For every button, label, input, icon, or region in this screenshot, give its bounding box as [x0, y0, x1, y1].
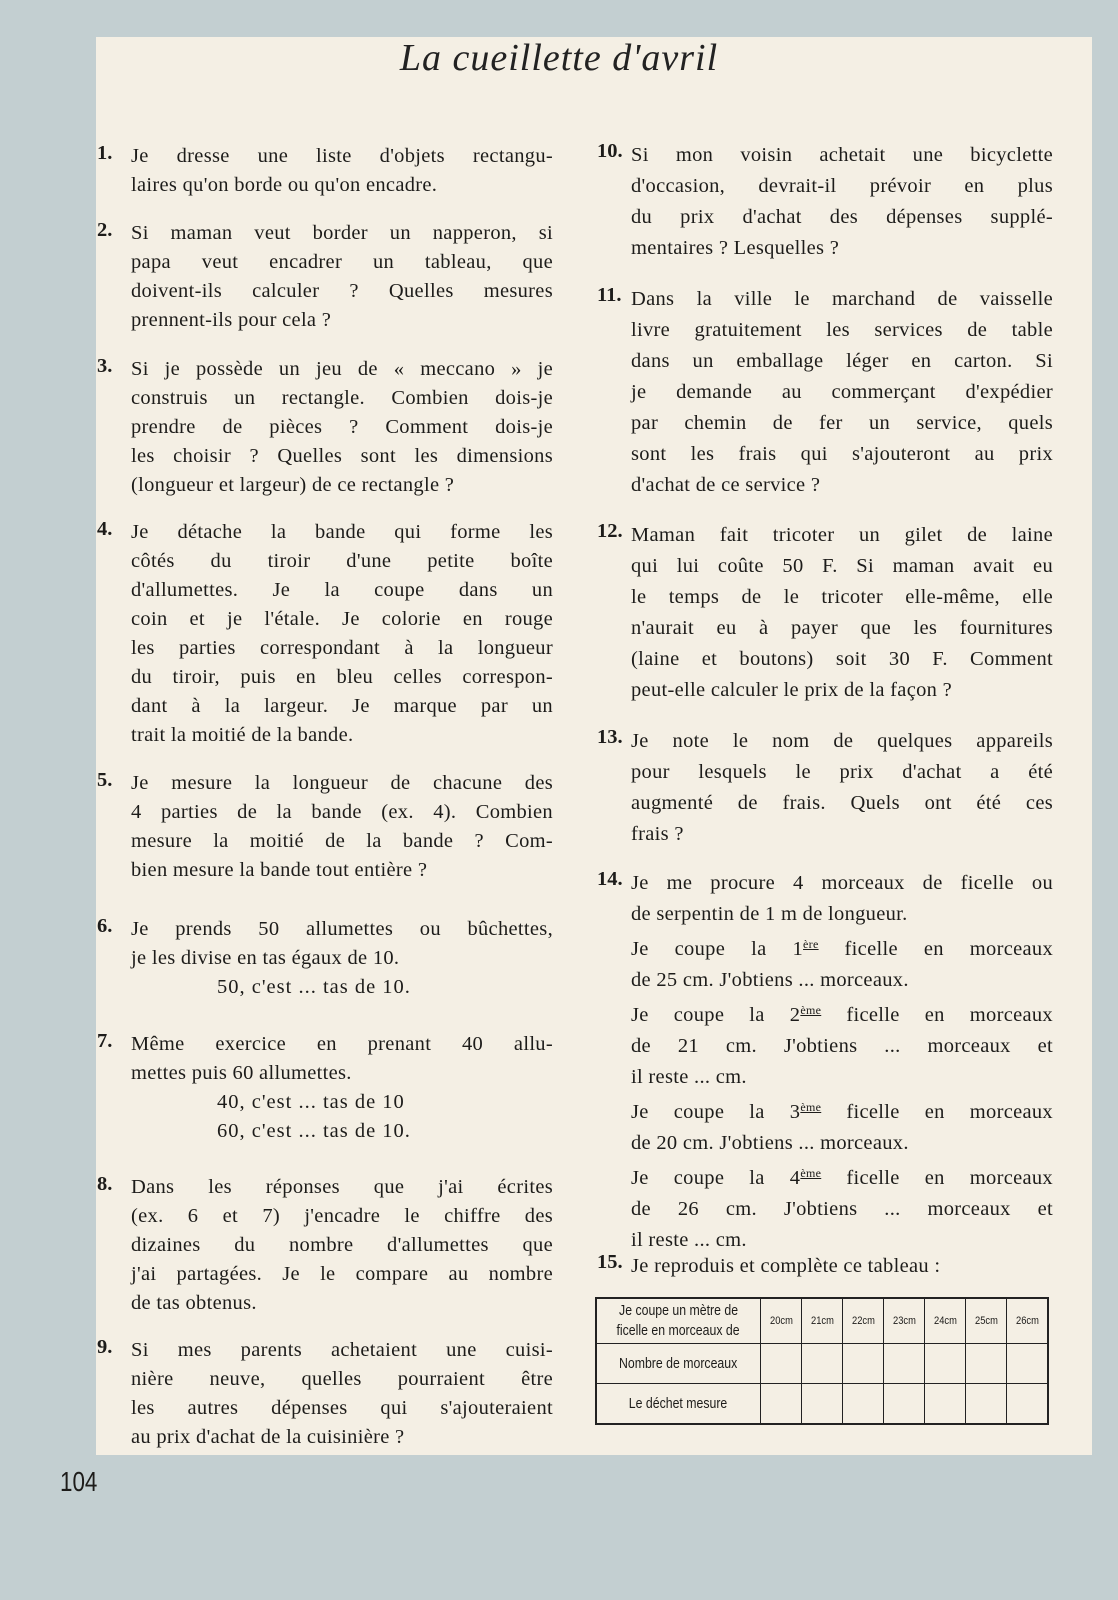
exercise-2	[97, 219, 553, 335]
exercise-line: les parties correspondant à la longueur	[131, 637, 553, 659]
exercise-number: 10.	[597, 140, 623, 162]
exercise-line: Je prends 50 allumettes ou bûchettes,	[131, 918, 553, 940]
blank-cell	[843, 1344, 884, 1384]
size-label: 25cm	[974, 1315, 998, 1327]
exercise-line: Si mes parents achetaient une cuisi-	[131, 1339, 553, 1361]
exercise-line: au prix d'achat de la cuisinière ?	[131, 1426, 405, 1448]
exercise-line: il reste ... cm.	[631, 1066, 747, 1088]
exercise-line: les choisir ? Quelles sont les dimensions	[131, 445, 553, 467]
blank-cell	[802, 1384, 843, 1425]
exercise-line: Je dresse une liste d'objets rectangu-	[131, 145, 553, 167]
exercise-line: les autres dépenses qui s'ajouteraient	[131, 1397, 553, 1419]
exercise-line: du prix d'achat des dépenses supplé-	[631, 206, 1053, 228]
exercise-line: peut-elle calculer le prix de la façon ?	[631, 679, 953, 701]
row-label	[596, 1344, 761, 1384]
blank-cell	[884, 1384, 925, 1425]
exercise-line: d'occasion, devrait-il prévoir en plus	[631, 175, 1053, 197]
table-row	[596, 1344, 1048, 1384]
ordinal-superscript: ème	[800, 1166, 822, 1180]
size-cell	[843, 1298, 884, 1344]
exercise-9	[97, 1336, 553, 1452]
exercise-line: par chemin de fer un service, quels	[631, 412, 1053, 434]
exercise-line: j'ai partagées. Je le compare au nombre	[131, 1263, 553, 1285]
blank-cell	[761, 1344, 802, 1384]
answer-line: 40, c'est ... tas de 10	[217, 1091, 405, 1113]
exercise-line: 4 parties de la bande (ex. 4). Combien	[131, 801, 553, 823]
exercise-line: trait la moitié de la bande.	[131, 724, 354, 746]
exercise-line: dizaines du nombre d'allumettes que	[131, 1234, 553, 1256]
exercise-line: il reste ... cm.	[631, 1229, 747, 1251]
header-label-line: ficelle en morceaux de	[616, 1322, 741, 1339]
exercise-line: nière neuve, quelles pourraient être	[131, 1368, 553, 1390]
blank-cell	[761, 1384, 802, 1425]
exercise-line: bien mesure la bande tout entière ?	[131, 859, 428, 881]
exercise-line: (ex. 6 et 7) j'encadre le chiffre des	[131, 1205, 553, 1227]
exercise-line: mentaires ? Lesquelles ?	[631, 237, 840, 259]
size-cell	[761, 1298, 802, 1344]
exercise-number: 14.	[597, 868, 623, 890]
exercise-line: coin et je l'étale. Je colorie en rouge	[131, 608, 553, 630]
exercise-line: prendre de pièces ? Comment dois-je	[131, 416, 553, 438]
exercise-line: dans un emballage léger en carton. Si	[631, 350, 1053, 372]
exercise-line: frais ?	[631, 823, 684, 845]
blank-cell	[802, 1344, 843, 1384]
exercise-line: Je coupe la 4ème ficelle en morceaux	[631, 1166, 1053, 1189]
row-label	[596, 1384, 761, 1425]
size-cell	[802, 1298, 843, 1344]
exercise-number: 8.	[97, 1173, 113, 1195]
answer-line: 50, c'est ... tas de 10.	[217, 976, 411, 998]
size-cell	[1007, 1298, 1049, 1344]
exercise-line: je les divise en tas égaux de 10.	[131, 947, 400, 969]
exercise-line: Je me procure 4 morceaux de ficelle ou	[631, 872, 1053, 894]
exercise-line: papa veut encadrer un tableau, que	[131, 251, 553, 273]
size-cell	[966, 1298, 1007, 1344]
exercise-7	[97, 1030, 553, 1146]
blank-cell	[925, 1344, 966, 1384]
exercise-number: 3.	[97, 355, 113, 377]
size-label: 26cm	[1015, 1315, 1039, 1327]
exercise-line: Même exercice en prenant 40 allu-	[131, 1033, 553, 1055]
exercise-line: du tiroir, puis en bleu celles correspon-	[131, 666, 553, 688]
exercise-line: de tas obtenus.	[131, 1292, 257, 1314]
exercise-line: de 26 cm. J'obtiens ... morceaux et	[631, 1198, 1053, 1220]
exercise-8	[97, 1173, 553, 1318]
blank-cell	[925, 1384, 966, 1425]
exercise-line: Si maman veut border un napperon, si	[131, 222, 553, 244]
exercise-line: d'allumettes. Je la coupe dans un	[131, 579, 553, 601]
ordinal-superscript: ère	[803, 937, 819, 951]
answer-line: 60, c'est ... tas de 10.	[217, 1120, 411, 1142]
exercise-line: construis un rectangle. Combien dois-je	[131, 387, 553, 409]
table-header-label	[596, 1298, 761, 1344]
exercise-line: le temps de le tricoter elle-même, elle	[631, 586, 1053, 608]
size-label: 24cm	[933, 1315, 957, 1327]
exercise-line: côtés du tiroir d'une petite boîte	[131, 550, 553, 572]
exercise-line: (longueur et largeur) de ce rectangle ?	[131, 474, 455, 496]
exercise-line: mettes puis 60 allumettes.	[131, 1062, 352, 1084]
exercise-number: 15.	[597, 1251, 623, 1273]
exercise-15-table	[595, 1297, 1049, 1425]
exercise-line: Je reproduis et complète ce tableau :	[631, 1255, 941, 1277]
ordinal-superscript: ème	[800, 1003, 822, 1017]
exercise-number: 12.	[597, 520, 623, 542]
exercise-number: 7.	[97, 1030, 113, 1052]
exercise-number: 13.	[597, 726, 623, 748]
exercise-line: dant à la largeur. Je marque par un	[131, 695, 553, 717]
exercise-line: Je détache la bande qui forme les	[131, 521, 553, 543]
exercise-line: je demande au commerçant d'expédier	[631, 381, 1053, 403]
blank-cell	[843, 1384, 884, 1425]
exercise-11	[597, 284, 1053, 501]
header-label-line: Je coupe un mètre de	[619, 1302, 738, 1319]
exercise-14	[597, 868, 1053, 1256]
exercise-3	[97, 355, 553, 500]
exercise-line: augmenté de frais. Quels ont été ces	[631, 792, 1053, 814]
table-row	[596, 1384, 1048, 1425]
exercise-line: de serpentin de 1 m de longueur.	[631, 903, 908, 925]
exercise-line: mesure la moitié de la bande ? Com-	[131, 830, 553, 852]
size-cell	[925, 1298, 966, 1344]
size-label: 23cm	[892, 1315, 916, 1327]
exercise-line: Je coupe la 3ème ficelle en morceaux	[631, 1100, 1053, 1123]
exercise-5	[97, 769, 553, 885]
exercise-line: livre gratuitement les services de table	[631, 319, 1053, 341]
exercise-line: laires qu'on borde ou qu'on encadre.	[131, 174, 438, 196]
exercise-line: sont les frais qui s'ajouteront au prix	[631, 443, 1053, 465]
blank-cell	[884, 1344, 925, 1384]
size-cell	[884, 1298, 925, 1344]
blank-cell	[1007, 1384, 1049, 1425]
exercise-4	[97, 518, 553, 750]
exercise-line: de 20 cm. J'obtiens ... morceaux.	[631, 1132, 909, 1154]
exercise-1	[97, 142, 553, 200]
exercise-13	[597, 726, 1053, 850]
blank-cell	[1007, 1344, 1049, 1384]
exercise-number: 2.	[97, 219, 113, 241]
exercise-15	[597, 1251, 1053, 1282]
exercise-10	[597, 140, 1053, 264]
exercise-line: (laine et boutons) soit 30 F. Comment	[631, 648, 1053, 670]
exercise-line: d'achat de ce service ?	[631, 474, 821, 496]
exercise-line: n'aurait eu à payer que les fournitures	[631, 617, 1053, 639]
exercise-line: qui lui coûte 50 F. Si maman avait eu	[631, 555, 1053, 577]
exercise-6	[97, 915, 553, 1002]
blank-cell	[966, 1344, 1007, 1384]
exercise-line: doivent-ils calculer ? Quelles mesures	[131, 280, 553, 302]
exercise-number: 11.	[597, 284, 622, 306]
exercise-line: Dans la ville le marchand de vaisselle	[631, 288, 1053, 310]
exercise-number: 5.	[97, 769, 113, 791]
exercise-line: de 21 cm. J'obtiens ... morceaux et	[631, 1035, 1053, 1057]
exercise-line: Je note le nom de quelques appareils	[631, 730, 1053, 752]
exercise-line: Dans les réponses que j'ai écrites	[131, 1176, 553, 1198]
ordinal-superscript: ème	[800, 1100, 822, 1114]
exercise-number: 6.	[97, 915, 113, 937]
exercise-line: Je coupe la 1ère ficelle en morceaux	[631, 937, 1053, 960]
exercise-line: Si mon voisin achetait une bicyclette	[631, 144, 1053, 166]
table-header-row	[596, 1298, 1048, 1344]
row-label-text: Nombre de morceaux	[619, 1354, 738, 1372]
exercise-line: Je mesure la longueur de chacune des	[131, 772, 553, 794]
exercise-line: Si je possède un jeu de « meccano » je	[131, 358, 553, 380]
exercise-line: de 25 cm. J'obtiens ... morceaux.	[631, 969, 909, 991]
exercise-line: pour lesquels le prix d'achat a été	[631, 761, 1053, 783]
exercise-number: 4.	[97, 518, 113, 540]
size-label: 22cm	[851, 1315, 875, 1327]
exercise-number: 1.	[97, 142, 113, 164]
exercise-line: Je coupe la 2ème ficelle en morceaux	[631, 1003, 1053, 1026]
row-label-text: Le déchet mesure	[629, 1394, 728, 1412]
exercise-line: prennent-ils pour cela ?	[131, 309, 332, 331]
size-label: 21cm	[810, 1315, 834, 1327]
blank-cell	[966, 1384, 1007, 1425]
size-label: 20cm	[769, 1315, 793, 1327]
page-number: 104	[60, 1466, 98, 1497]
exercise-number: 9.	[97, 1336, 113, 1358]
exercise-12	[597, 520, 1053, 706]
exercise-line: Maman fait tricoter un gilet de laine	[631, 524, 1053, 546]
page-title: La cueillette d'avril	[399, 37, 719, 79]
